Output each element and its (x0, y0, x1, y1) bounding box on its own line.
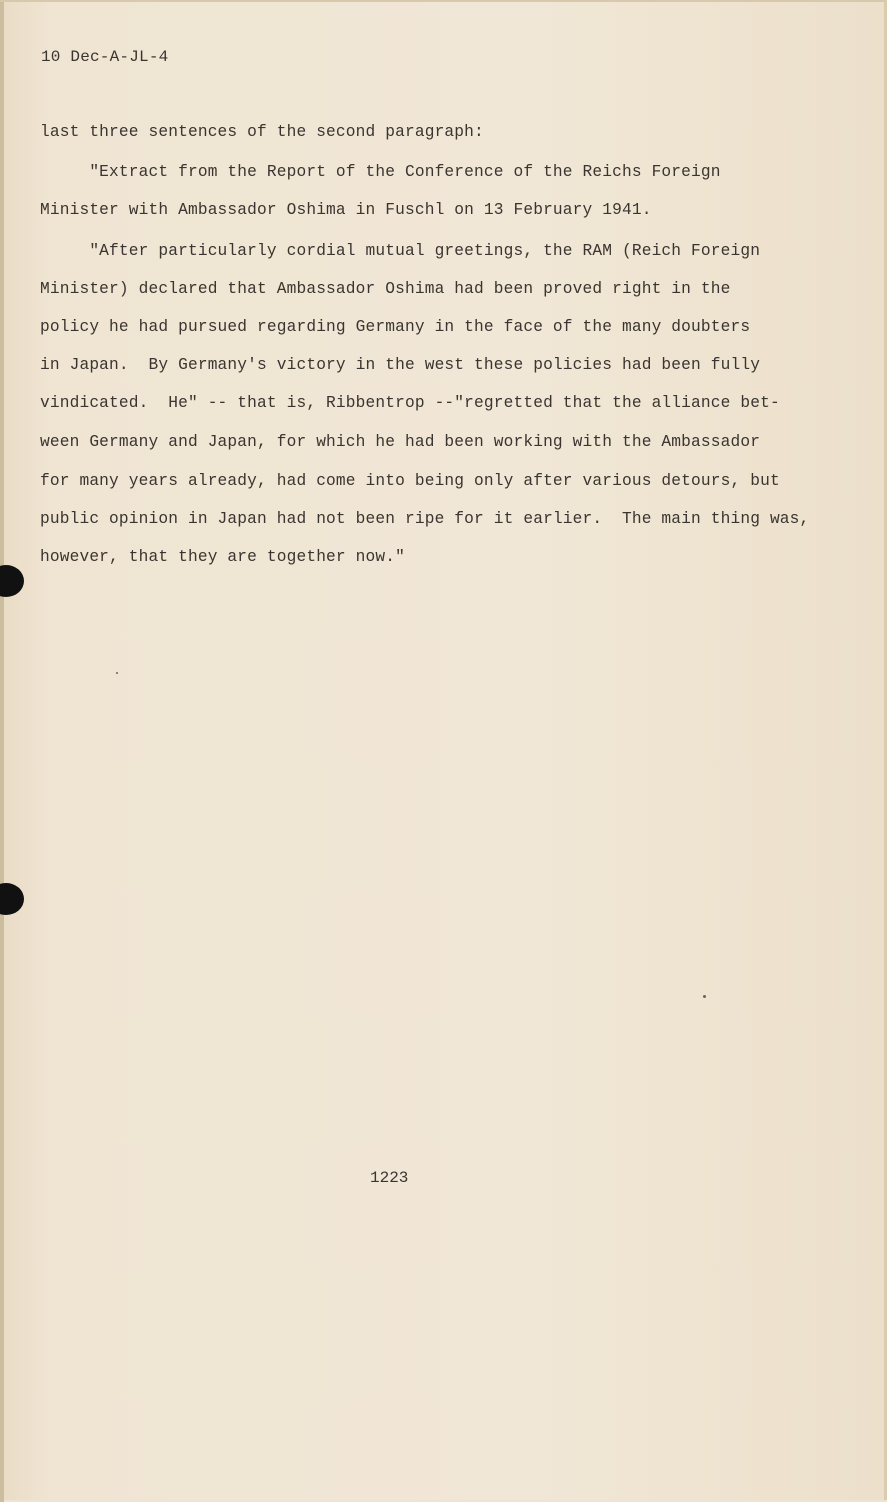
text-line: ween Germany and Japan, for which he had been working with the Ambassador (40, 433, 761, 451)
text-line: policy he had pursued regarding Germany in the face of the many doubters (40, 318, 751, 336)
punch-hole (0, 883, 24, 915)
text-line: however, that they are together now." (40, 548, 405, 566)
page-number: 1223 (370, 1169, 409, 1187)
text-line: last three sentences of the second paragraph: (40, 123, 484, 141)
page-edge (0, 2, 4, 1502)
document-reference: 10 Dec-A-JL-4 (41, 48, 169, 66)
text-line: "Extract from the Report of the Conference of the Reichs Foreign (40, 163, 721, 181)
text-line: for many years already, had come into being only after various detours, but (40, 472, 780, 490)
paper-speck (703, 995, 706, 998)
paper-speck (116, 672, 118, 674)
text-line: Minister) declared that Ambassador Oshima had been proved right in the (40, 280, 731, 298)
text-line: in Japan. By Germany's victory in the west these policies had been fully (40, 356, 761, 374)
text-line: Minister with Ambassador Oshima in Fuschl on 13 February 1941. (40, 201, 652, 219)
text-line: "After particularly cordial mutual greetings, the RAM (Reich Foreign (40, 242, 761, 260)
text-line: vindicated. He" -- that is, Ribbentrop --"regretted that the alliance bet- (40, 394, 780, 412)
text-line: public opinion in Japan had not been ripe for it earlier. The main thing was, (40, 510, 810, 528)
punch-hole (0, 565, 24, 597)
